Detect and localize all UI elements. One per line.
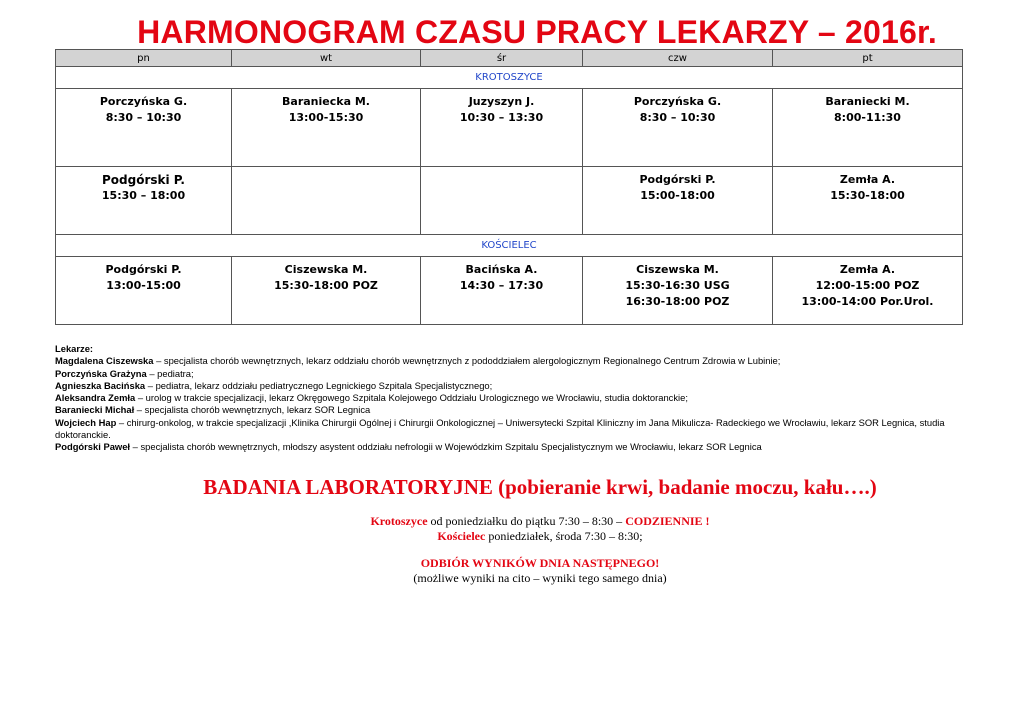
day-header: czw <box>583 50 773 67</box>
doctor-full-name: Baraniecki Michał <box>55 404 135 416</box>
page-title: HARMONOGRAM CZASU PRACY LEKARZY – 2016r. <box>137 14 937 50</box>
doctor-entry <box>55 355 985 367</box>
doctor-full-name: Wojciech Hap <box>55 416 117 428</box>
schedule-row <box>56 89 963 167</box>
doctor-full-name: Podgórski Paweł <box>55 441 131 453</box>
doctor-description: – chirurg-onkolog, w trakcie specjalizacji ,Klinika Chirurgii Ogólnej i Chirurgii Onkologicznej – Uniwersytecki Szpital Kliniczny im Jana Mikulicza- Radeckiego we Wrocławiu, lekarz SOR Legnica, studia doktoranckie. <box>55 416 945 441</box>
schedule-cell <box>583 89 773 167</box>
work-hours: 15:00-18:00 <box>640 189 715 202</box>
schedule-table <box>55 49 963 325</box>
section-row-koscielec <box>56 235 963 257</box>
lab-hours: od poniedziałku do piątku 7:30 – 8:30 – <box>427 514 626 528</box>
work-hours: 15:30-18:00 POZ <box>274 279 378 292</box>
section-label: KOŚCIELEC <box>56 235 963 257</box>
doctors-header: Lekarze: <box>55 343 94 354</box>
doctor-name: Porczyńska G. <box>99 95 188 108</box>
work-hours: 8:30 – 10:30 <box>639 111 716 124</box>
schedule-cell <box>583 167 773 235</box>
lab-daily-tag: CODZIENNIE ! <box>625 514 710 528</box>
day-header: pn <box>56 50 232 67</box>
doctor-entry <box>55 392 985 404</box>
lab-section <box>40 475 1024 586</box>
schedule-cell <box>56 257 232 325</box>
schedule-cell <box>232 257 421 325</box>
lab-koscielec-line <box>40 529 1024 544</box>
cito-notice: (możliwe wyniki na cito – wyniki tego samego dnia) <box>413 571 667 585</box>
doctor-description: – specjalista chorób wewnętrznych, lekarz oddziału chorób wewnętrznych z pododdziałem alergologicznym Regionalnego Centrum Zdrowia w Lubinie; <box>153 355 781 367</box>
doctor-full-name: Porczyńska Grażyna <box>55 367 147 379</box>
work-hours: 15:30-16:30 USG <box>625 279 730 292</box>
lab-place: Kościelec <box>437 529 486 543</box>
doctor-description: – pediatra; <box>146 367 194 379</box>
work-hours: 15:30 – 18:00 <box>101 189 186 202</box>
doctor-name: Baraniecka M. <box>282 95 370 108</box>
work-hours: 15:30-18:00 <box>830 189 905 202</box>
doctor-name: Baraniecki M. <box>825 95 910 108</box>
doctor-name: Ciszewska M. <box>284 263 368 276</box>
work-hours: 8:30 – 10:30 <box>105 111 182 124</box>
work-hours: 8:00-11:30 <box>834 111 901 124</box>
doctor-full-name: Magdalena Ciszewska <box>55 355 154 367</box>
work-hours-extra: 16:30-18:00 POZ <box>625 295 730 308</box>
doctor-description: – pediatra, lekarz oddziału pediatrycznego Legnickiego Szpitala Specjalistycznego; <box>145 379 493 391</box>
work-hours: 13:00-15:30 <box>288 111 364 124</box>
schedule-cell <box>56 167 232 235</box>
doctor-name: Podgórski P. <box>102 173 185 187</box>
schedule-cell <box>583 257 773 325</box>
schedule-cell <box>773 257 963 325</box>
schedule-cell <box>56 89 232 167</box>
schedule-cell <box>773 167 963 235</box>
day-header: pt <box>773 50 963 67</box>
results-notice: ODBIÓR WYNIKÓW DNIA NASTĘPNEGO! <box>420 556 660 570</box>
day-header: wt <box>232 50 421 67</box>
work-hours-extra: 13:00-14:00 Por.Urol. <box>801 295 934 308</box>
schedule-row <box>56 257 963 325</box>
doctor-name: Ciszewska M. <box>636 263 719 276</box>
work-hours: 14:30 – 17:30 <box>459 279 544 292</box>
doctor-entry <box>55 417 985 442</box>
doctor-entry <box>55 380 985 392</box>
schedule-cell-empty <box>421 167 583 235</box>
doctor-entry <box>55 441 985 453</box>
doctors-list <box>55 343 985 454</box>
doctor-name: Porczyńska G. <box>633 95 722 108</box>
lab-place: Krotoszyce <box>370 514 428 528</box>
doctor-description: – specjalista chorób wewnętrznych, młodszy asystent oddziału nefrologii w Wojewódzkim Szpitalu Specjalistycznym we Wrocławiu, lekarz SOR Legnica <box>130 441 762 453</box>
schedule-cell <box>773 89 963 167</box>
doctor-description: – urolog w trakcie specjalizacji, lekarz Okręgowego Szpitala Kolejowego Oddziału Urologicznego we Wrocławiu, studia doktoranckie; <box>135 392 688 404</box>
lab-heading: BADANIA LABORATORYJNE (pobieranie krwi, badanie moczu, kału….) <box>203 475 877 499</box>
schedule-cell <box>421 257 583 325</box>
doctor-full-name: Aleksandra Zemła <box>55 392 136 404</box>
schedule-cell <box>421 89 583 167</box>
doctor-entry <box>55 368 985 380</box>
doctor-name: Bacińska A. <box>465 263 538 276</box>
schedule-cell <box>232 89 421 167</box>
doctor-name: Podgórski P. <box>639 173 716 186</box>
doctor-entry <box>55 404 985 416</box>
lab-hours: poniedziałek, środa 7:30 – 8:30; <box>485 529 643 543</box>
section-label: KROTOSZYCE <box>56 67 963 89</box>
doctor-full-name: Agnieszka Bacińska <box>55 379 146 391</box>
work-hours: 12:00-15:00 POZ <box>815 279 920 292</box>
doctor-description: – specjalista chorób wewnętrznych, lekarz SOR Legnica <box>134 404 371 416</box>
doctor-name: Juzyszyn J. <box>468 95 535 108</box>
lab-krotoszyce-line <box>40 514 1024 529</box>
work-hours: 13:00-15:00 <box>106 279 181 292</box>
schedule-row <box>56 167 963 235</box>
doctor-name: Zemła A. <box>839 263 896 276</box>
doctor-name: Zemła A. <box>839 173 896 186</box>
doctor-name: Podgórski P. <box>105 263 182 276</box>
day-header: śr <box>421 50 583 67</box>
work-hours: 10:30 – 13:30 <box>459 111 544 124</box>
schedule-cell-empty <box>232 167 421 235</box>
day-header-row <box>56 50 963 67</box>
section-row-krotoszyce <box>56 67 963 89</box>
